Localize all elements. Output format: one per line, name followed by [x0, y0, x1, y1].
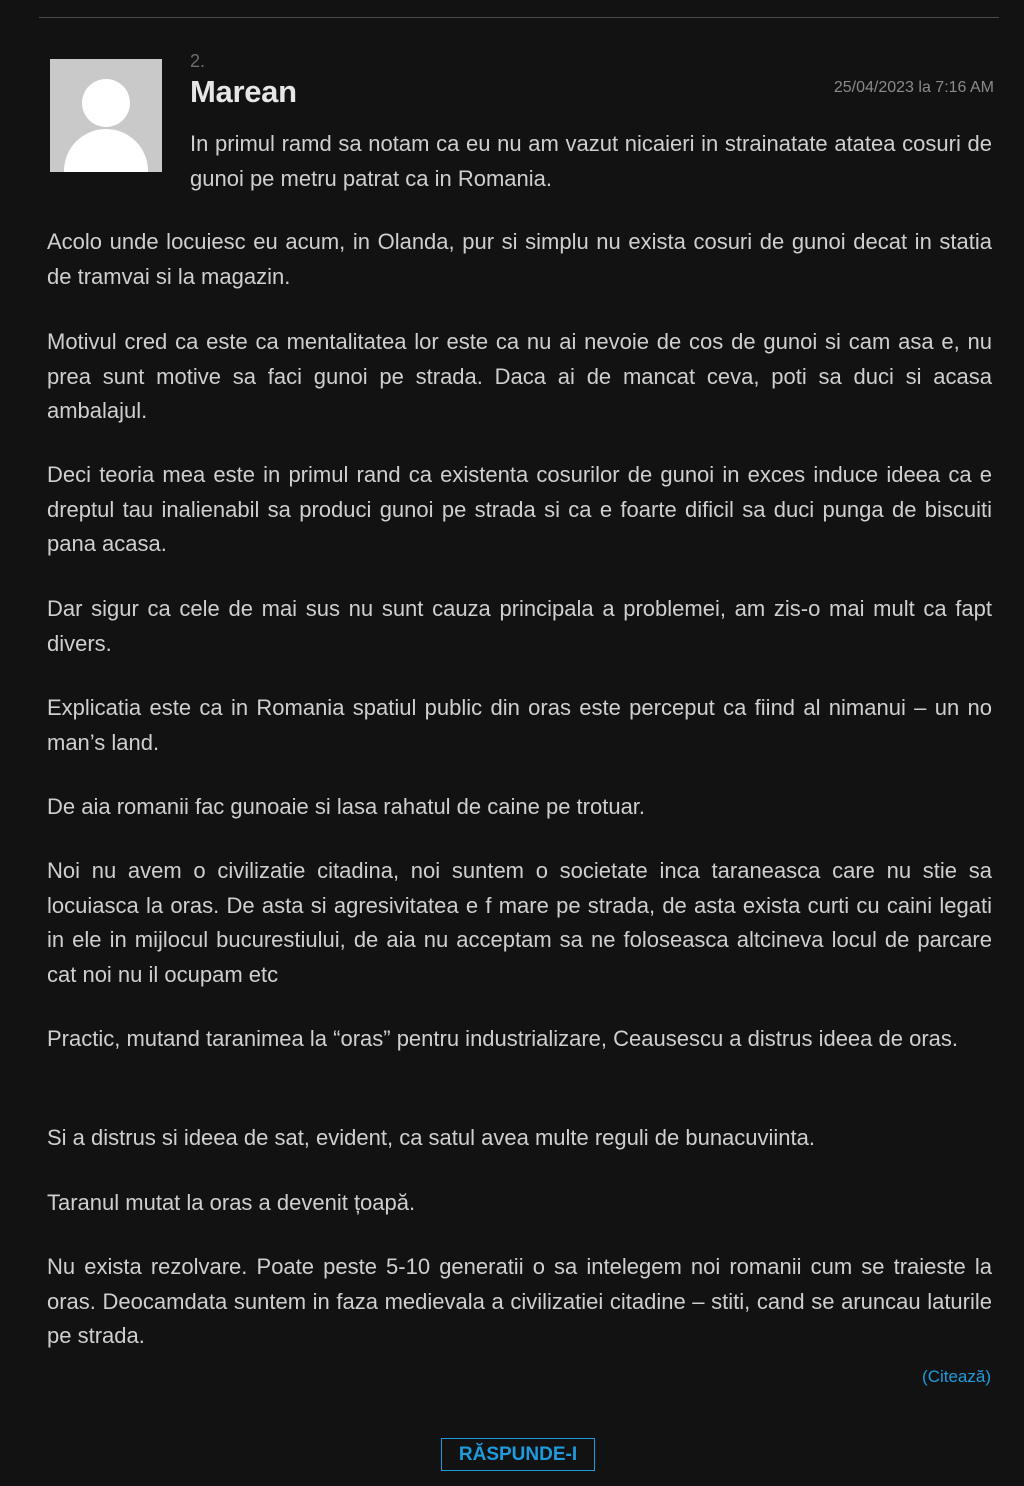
avatar-head-shape [82, 79, 130, 127]
comment-paragraph: Motivul cred ca este ca mentalitatea lor este ca nu ai nevoie de cos de gunoi si cam asa e, nu prea sunt motive sa faci gunoi pe strada. Daca ai de mancat ceva, poti sa duci si acasa ambalajul. [47, 329, 992, 423]
comment-paragraph: Acolo unde locuiesc eu acum, in Olanda, pur si simplu nu exista cosuri de gunoi decat in statia de tramvai si la magazin. [47, 229, 992, 289]
comment-paragraph: Taranul mutat la oras a devenit țoapă. [47, 1190, 416, 1215]
comment-author[interactable]: Marean [190, 74, 297, 109]
default-user-avatar-icon [50, 59, 162, 172]
comment-paragraph: In primul ramd sa notam ca eu nu am vazut nicaieri in strainatate atatea cosuri de gunoi pe metru patrat ca in Romania. [190, 131, 992, 191]
comment-paragraph: Noi nu avem o civilizatie citadina, noi suntem o societate inca taraneasca care nu stie sa locuiasca la oras. De asta si agresivitatea e f mare pe strada, de asta exista curti cu caini legati in ele in mijlocul bucurestiului, de aia nu acceptam sa ne foloseasca altcineva locul de parcare cat noi nu il ocupam etc [47, 858, 992, 987]
reply-button[interactable]: RĂSPUNDE-I [441, 1438, 595, 1471]
comment-divider [39, 17, 999, 18]
comment-paragraph: Explicatia este ca in Romania spatiul public din oras este perceput ca fiind al nimanui – un no man’s land. [47, 695, 992, 755]
comment-paragraph: Si a distrus si ideea de sat, evident, ca satul avea multe reguli de bunacuviinta. [47, 1125, 816, 1150]
comment-paragraph: Practic, mutand taranimea la “oras” pentru industrializare, Ceausescu a distrus ideea de oras. [47, 1026, 959, 1051]
comment-timestamp[interactable]: 25/04/2023 la 7:16 AM [833, 79, 994, 96]
quote-link[interactable]: (Citează) [922, 1367, 991, 1386]
comment-paragraph: Dar sigur ca cele de mai sus nu sunt cauza principala a problemei, am zis-o mai mult ca fapt divers. [47, 596, 992, 656]
comment-number: 2. [190, 51, 206, 71]
comment-paragraph: Nu exista rezolvare. Poate peste 5-10 generatii o sa intelegem noi romanii cum se traieste la oras. Deocamdata suntem in faza medievala a civilizatiei citadine – stiti, cand se aruncau laturile pe strada. [47, 1254, 992, 1348]
comment-paragraph: Deci teoria mea este in primul rand ca existenta cosurilor de gunoi in exces induce ideea ca e dreptul tau inalienabil sa produci gunoi pe strada si ca e foarte dificil sa duci punga de biscuiti pana acasa. [47, 462, 992, 556]
avatar-body-shape [64, 129, 148, 172]
comment-paragraph: De aia romanii fac gunoaie si lasa rahatul de caine pe trotuar. [47, 794, 646, 819]
